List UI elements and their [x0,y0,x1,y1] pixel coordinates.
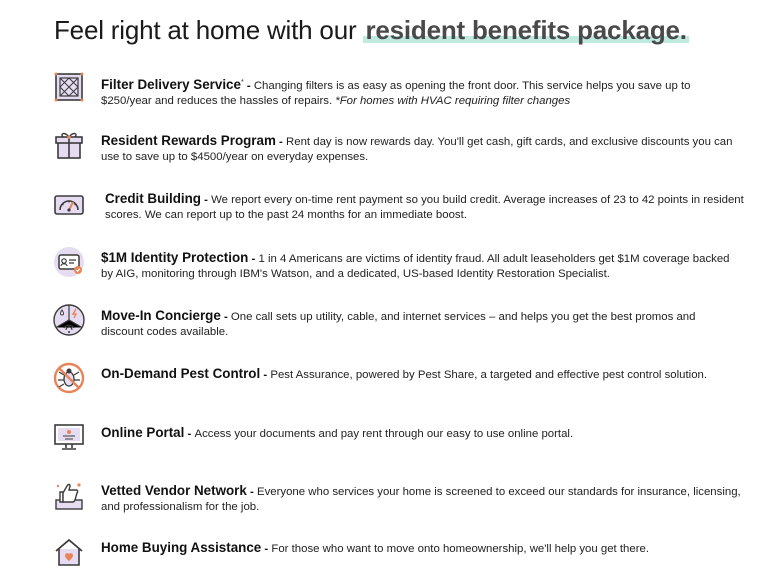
title-lead: Feel right at home with our [54,15,364,45]
house-icon [52,535,86,569]
benefit-title: Vetted Vendor Network [101,483,247,498]
benefit-footnote: *For homes with HVAC requiring filter changes [335,94,571,107]
no-pest-icon [52,361,86,395]
title-separator: - [200,194,212,206]
credit-gauge-icon [52,186,86,220]
benefit-title: Filter Delivery Service [101,76,241,92]
footnote-marker: * [240,79,244,86]
benefit-description: Everyone who services your home is screened to exceed our standards for insurance, licensing, and professionalism for the job. [101,486,741,513]
title-separator: - [275,136,287,148]
monitor-icon [52,420,86,454]
title-separator: - [184,428,195,440]
title-separator: - [246,486,257,498]
benefit-description: For those who want to move onto homeownership, we'll help you get there. [271,543,650,555]
benefit-description: 1 in 4 Americans are victims of identity fraud. All adult leaseholders get $1M coverage backed by AIG, monitoring through IBM's Watson, and a dedicated, US-based Identity Restoration Specialist. [101,253,730,280]
benefit-title: Credit Building [105,191,201,206]
thumbs-up-icon [52,478,86,512]
title-separator: - [243,79,254,92]
benefit-description: Changing filters is as easy as opening the front door. This service helps you save up to $250/year and reduces the hassles of repairs. [101,79,691,107]
utilities-icon [52,303,86,337]
title-separator: - [261,543,272,555]
title-separator: - [248,253,259,265]
title-separator: - [260,369,271,381]
benefit-title: Online Portal [101,425,185,440]
benefit-description: We report every on-time rent payment so you build credit. Average increases of 23 to 42 points in resident scores. We can report up to the past 24 months for an immediate boost. [105,194,744,221]
benefit-description: Access your documents and pay rent through our easy to use online portal. [194,428,574,440]
benefit-description: Rent day is now rewards day. You'll get cash, gift cards, and exclusive discounts you can use to save up to $4500/year on everyday expenses. [101,136,733,163]
gift-icon [52,128,86,162]
benefit-title: On-Demand Pest Control [101,366,261,381]
id-card-icon [52,245,86,279]
filter-icon [52,70,86,104]
title-highlight: resident benefits package. [365,15,687,45]
benefit-description: One call sets up utility, cable, and internet services – and helps you get the best promos and discount codes available. [101,311,696,338]
title-separator: - [220,311,231,323]
benefit-title: $1M Identity Protection [101,250,249,265]
page-title [54,15,689,46]
benefit-title: Resident Rewards Program [101,133,276,148]
benefit-description: Pest Assurance, powered by Pest Share, a targeted and effective pest control solution. [270,369,708,381]
benefit-title: Home Buying Assistance [101,540,262,555]
benefit-title: Move-In Concierge [101,308,221,323]
